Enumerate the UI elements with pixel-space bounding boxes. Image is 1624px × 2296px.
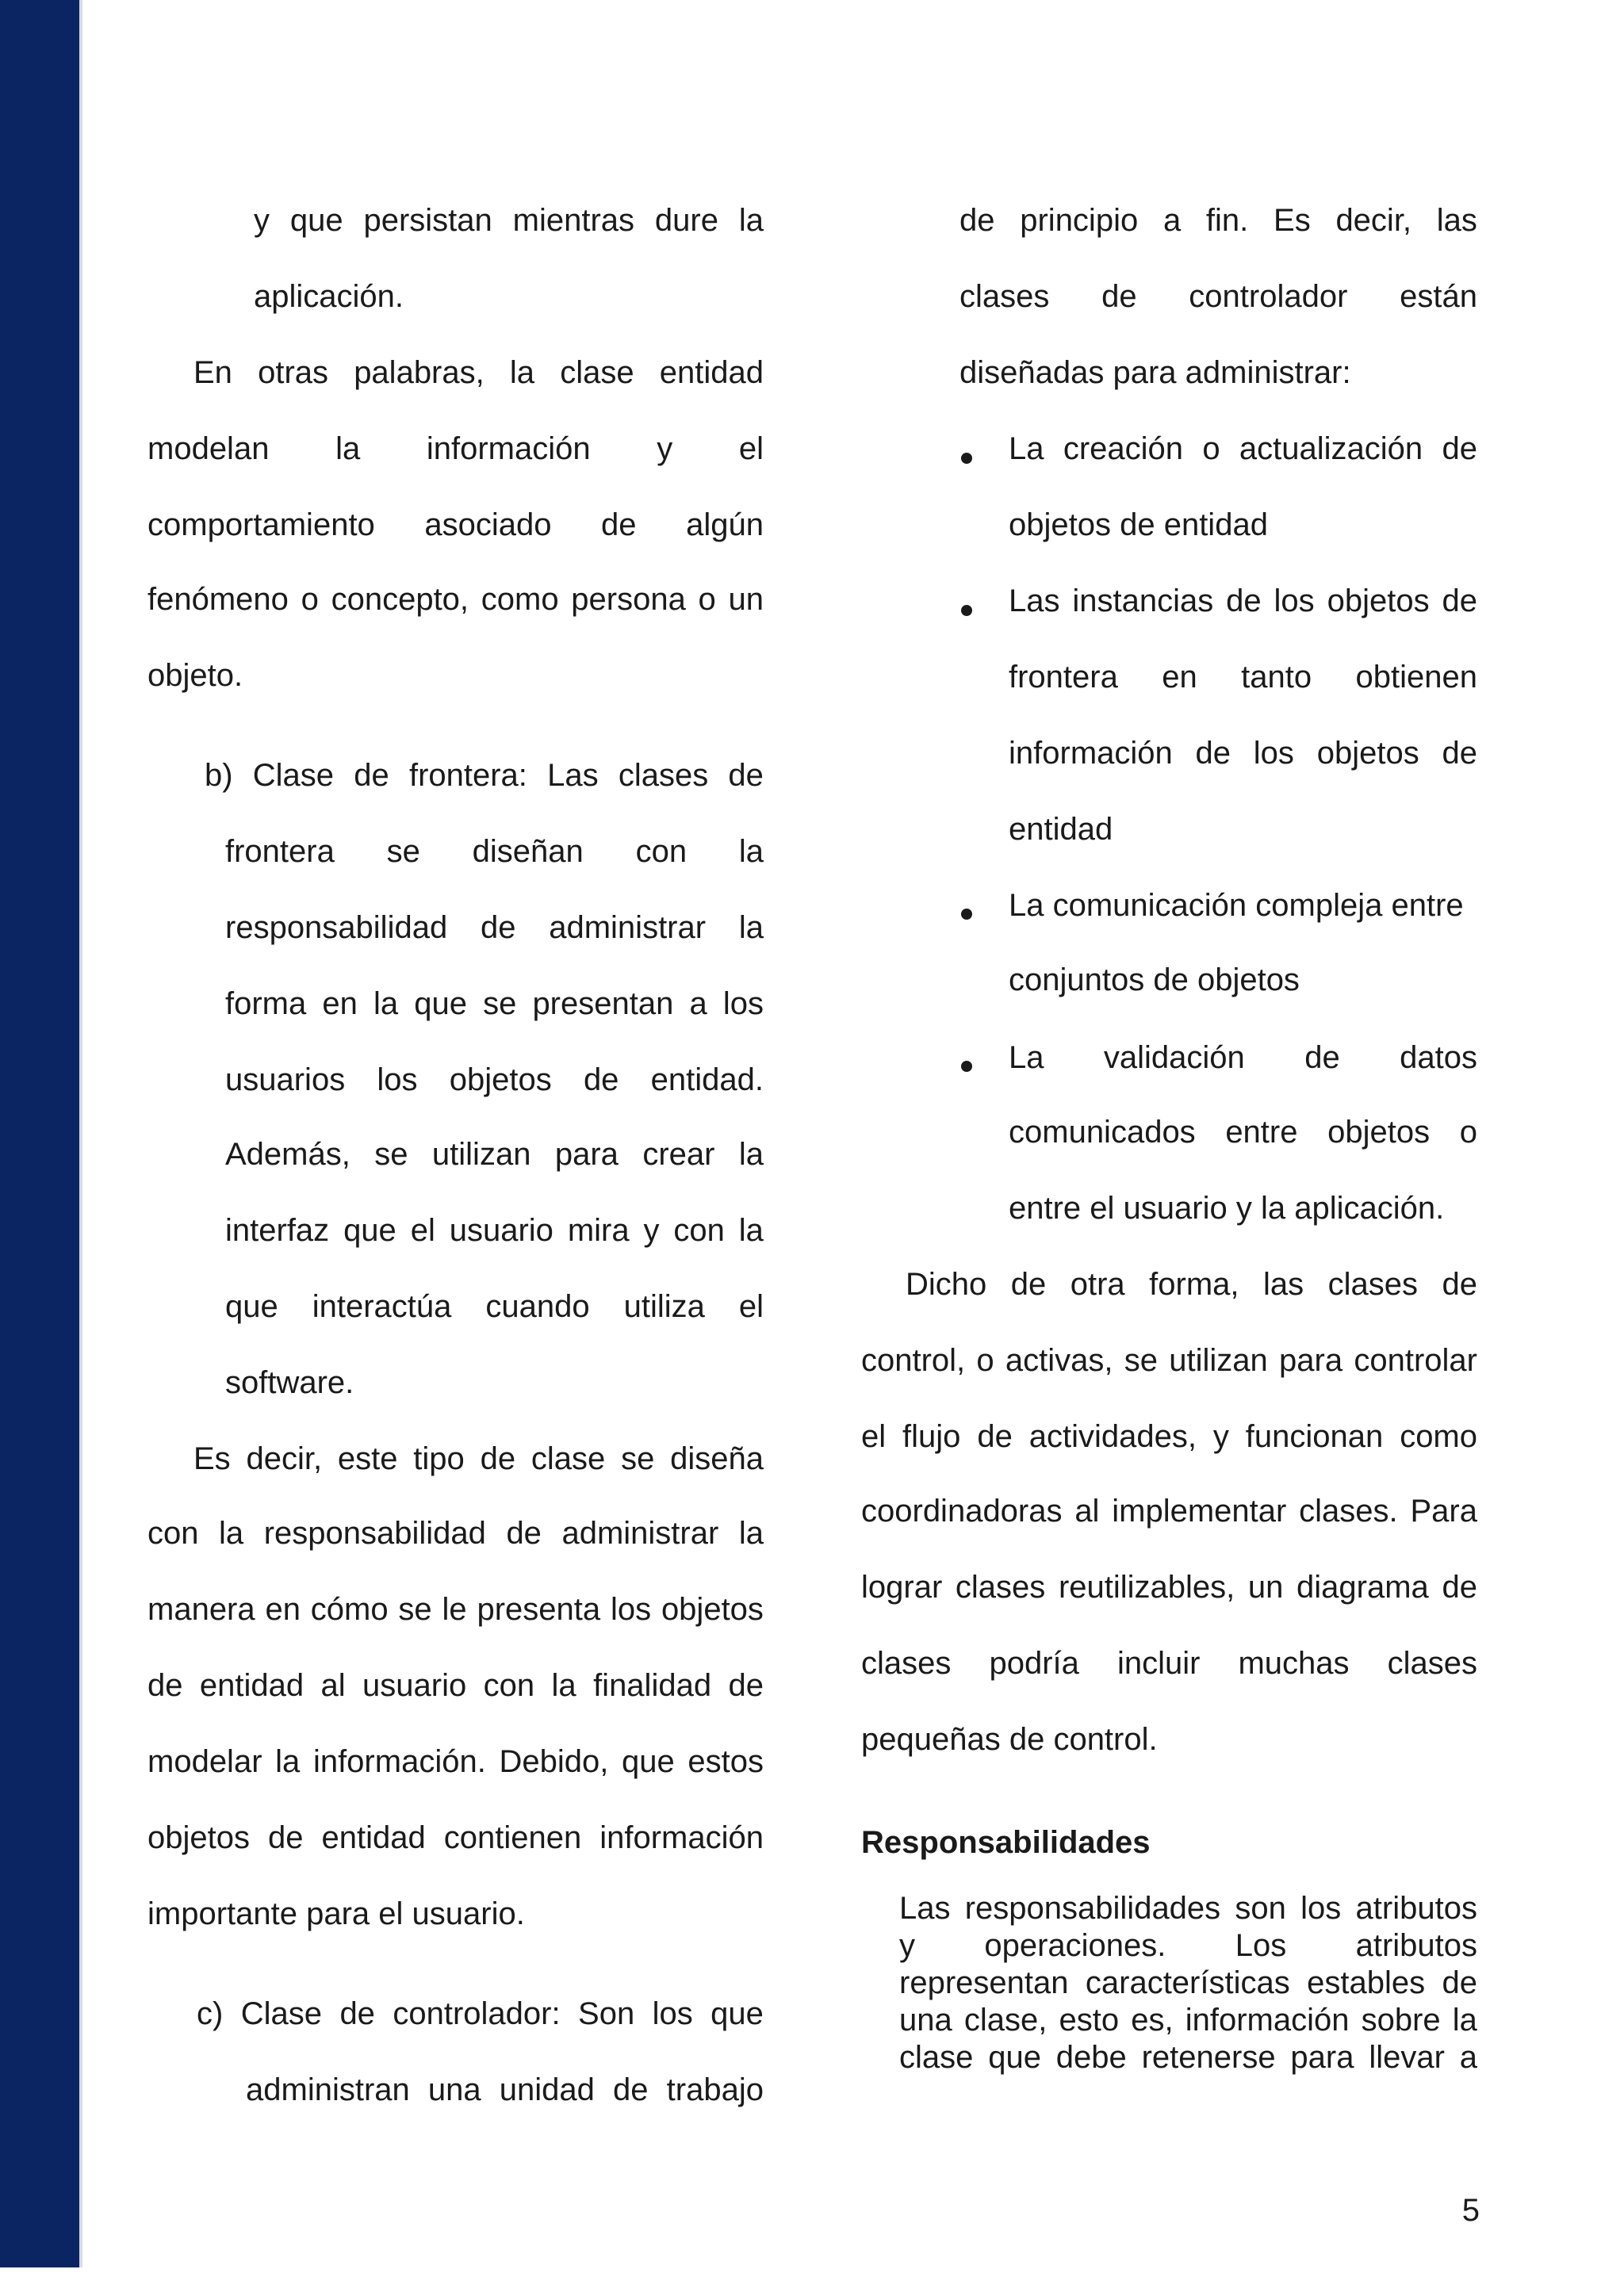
text-line: administran una unidad de trabajo (246, 2072, 764, 2107)
text-line: control, o activas, se utilizan para controlar (861, 1343, 1477, 1378)
text-line: Es decir, este tipo de clase se diseña (193, 1441, 764, 1476)
text-line: Las responsabilidades son los atributos (899, 1891, 1477, 1926)
text-line: interfaz que el usuario mira y con la (225, 1213, 764, 1248)
bullet-item: La validación de datos (1009, 1040, 1477, 1075)
text-line: fenómeno o concepto, como persona o un (147, 582, 764, 617)
section-heading: Responsabilidades (861, 1825, 1151, 1860)
sidebar-shadow (79, 0, 82, 2267)
text-line: de principio a fin. Es decir, las (959, 203, 1477, 238)
text-line: software. (225, 1365, 354, 1400)
text-line: comportamiento asociado de algún (147, 507, 764, 542)
bullet-item: La creación o actualización de (1009, 431, 1477, 466)
text-line: de entidad al usuario con la finalidad de (147, 1668, 764, 1703)
text-line: coordinadoras al implementar clases. Para (861, 1494, 1477, 1529)
bullet-icon (961, 605, 972, 616)
text-line: una clase, esto es, información sobre la (899, 2003, 1477, 2038)
bullet-icon (961, 453, 972, 464)
text-line: modelar la información. Debido, que estos (147, 1744, 764, 1779)
list-item-c: c) Clase de controlador: Son los que (197, 1996, 764, 2031)
text-line: comunicados entre objetos o (1009, 1115, 1477, 1150)
text-line: y que persistan mientras dure la (254, 203, 764, 238)
text-line: manera en cómo se le presenta los objetos (147, 1592, 764, 1627)
text-line: lograr clases reutilizables, un diagrama de (861, 1570, 1477, 1605)
text-line: Además, se utilizan para crear la (225, 1137, 764, 1172)
text-line: clases podría incluir muchas clases (861, 1646, 1477, 1681)
page-number: 5 (1461, 2193, 1480, 2228)
text-line: diseñadas para administrar: (959, 355, 1351, 390)
text-line: entidad (1009, 812, 1113, 847)
text-line: pequeñas de control. (861, 1722, 1158, 1757)
text-line: conjuntos de objetos (1009, 962, 1300, 997)
text-line: responsabilidad de administrar la (225, 910, 764, 945)
text-line: clases de controlador están (959, 279, 1477, 314)
text-line: modelan la información y el (147, 431, 764, 466)
list-item-b: b) Clase de frontera: Las clases de (205, 758, 764, 793)
text-line: Dicho de otra forma, las clases de (906, 1267, 1477, 1302)
text-line: forma en la que se presentan a los (225, 986, 764, 1021)
bullet-item: Las instancias de los objetos de (1009, 584, 1477, 618)
text-line: frontera en tanto obtienen (1009, 660, 1477, 695)
text-line: frontera se diseñan con la (225, 834, 764, 869)
text-line: importante para el usuario. (147, 1896, 525, 1931)
text-line: y operaciones. Los atributos (899, 1928, 1477, 1963)
text-line: objetos de entidad contienen información (147, 1820, 764, 1855)
text-line: En otras palabras, la clase entidad (193, 355, 764, 390)
text-line: clase que debe retenerse para llevar a (899, 2040, 1477, 2075)
text-line: el flujo de actividades, y funcionan como (861, 1419, 1477, 1454)
dense-paragraph (899, 1890, 1477, 2080)
bullet-icon (961, 909, 972, 920)
bullet-item: La comunicación compleja entre (1009, 888, 1464, 923)
text-line: que interactúa cuando utiliza el (225, 1289, 764, 1324)
bullet-icon (961, 1061, 972, 1072)
text-line: con la responsabilidad de administrar la (147, 1516, 764, 1551)
text-line: usuarios los objetos de entidad. (225, 1062, 764, 1097)
text-line: entre el usuario y la aplicación. (1009, 1191, 1445, 1226)
text-line: representan características estables de (899, 1965, 1477, 2000)
page-sidebar-band (0, 0, 79, 2267)
text-line: objeto. (147, 658, 243, 693)
text-line: información de los objetos de (1009, 736, 1477, 771)
text-line: aplicación. (254, 279, 404, 314)
text-line: objetos de entidad (1009, 507, 1268, 542)
